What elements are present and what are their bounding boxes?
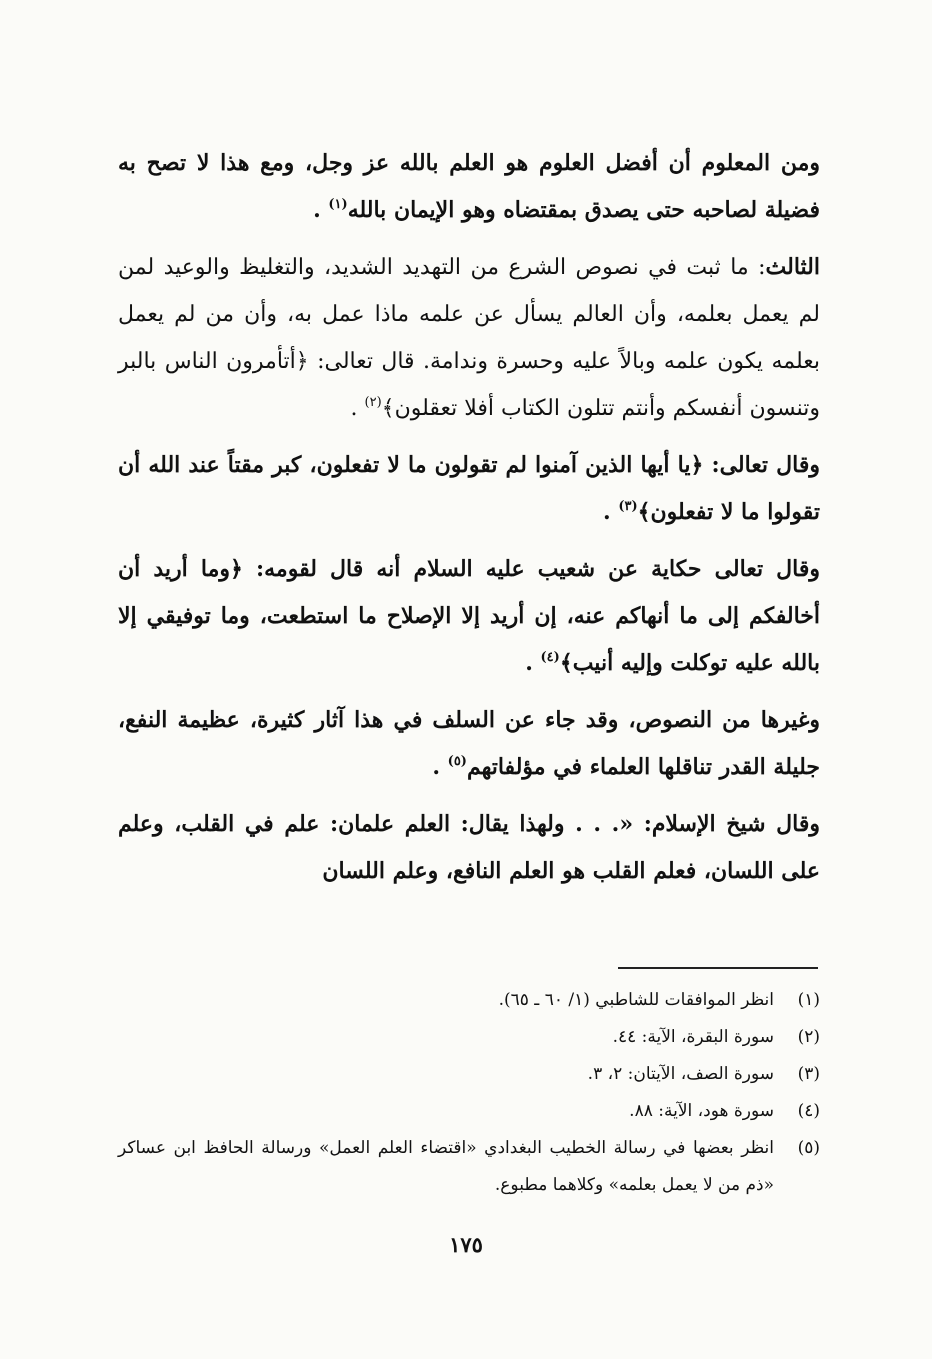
footnote-text: انظر بعضها في رسالة الخطيب البغدادي «اقتضاء العلم العمل» ورسالة الحافظ ابن عساكر «ذم من لا يعمل بعلمه» وكلاهما مطبوع.: [118, 1138, 774, 1195]
footnote-text: انظر الموافقات للشاطبي (١/ ٦٠ ـ ٦٥).: [498, 990, 774, 1010]
footnote-number: (١): [797, 990, 820, 1010]
footnote-ref[interactable]: (٣): [618, 499, 638, 514]
paragraph-end: .: [525, 650, 541, 676]
paragraph-lead: الثالث: [765, 254, 820, 280]
footnote-ref[interactable]: (١): [328, 197, 348, 212]
paragraph-end: .: [350, 396, 365, 421]
footnote-number: (٤): [797, 1101, 820, 1121]
paragraph: [118, 442, 820, 536]
footnote: [118, 1056, 820, 1093]
footnotes: [118, 982, 820, 1204]
paragraph-text: وغيرها من النصوص، وقد جاء عن السلف في هذا آثار كثيرة، عظيمة النفع، جليلة القدر تناقلها العلماء في مؤلفاتهم: [118, 707, 820, 780]
paragraph: [118, 244, 820, 432]
footnote-text: سورة هود، الآية: ٨٨.: [629, 1101, 774, 1121]
footnote-number: (٥): [797, 1138, 820, 1158]
page-number: ١٧٥: [449, 1232, 483, 1257]
main-text: [118, 140, 820, 905]
footnote: [118, 1093, 820, 1130]
footnote-number: (٢): [797, 1027, 820, 1047]
paragraph-text: ومن المعلوم أن أفضل العلوم هو العلم بالله عز وجل، ومع هذا لا تصح به فضيلة لصاحبه حتى يصدق بمقتضاه وهو الإيمان بالله: [118, 150, 820, 223]
paragraph-text: : ما ثبت في نصوص الشرع من التهديد الشديد، والتغليظ والوعيد لمن لم يعمل بعلمه، وأن العالم يسأل عن علمه ماذا عمل به، وأن من لم يعمل بعلمه يكون علمه وبالاً عليه وحسرة وندامة. قال تعالى: ﴿أتأمرون الناس بالبر وتنسون أنفسكم وأنتم تتلون الكتاب أفلا تعقلون﴾: [118, 255, 820, 421]
paragraph-end: .: [313, 197, 329, 223]
paragraph: [118, 546, 820, 687]
paragraph-end: .: [603, 499, 619, 525]
footnote: [118, 1130, 820, 1204]
paragraph: [118, 140, 820, 234]
paragraph: [118, 801, 820, 895]
footnote-ref[interactable]: (٤): [540, 650, 560, 665]
footnote-number: (٣): [797, 1064, 820, 1084]
footnote: [118, 1019, 820, 1056]
paragraph: [118, 697, 820, 791]
paragraph-text: وقال تعالى: ﴿يا أيها الذين آمنوا لم تقولون ما لا تفعلون، كبر مقتاً عند الله أن تقولوا ما لا تفعلون﴾: [118, 452, 820, 525]
footnote-text: سورة البقرة، الآية: ٤٤.: [612, 1027, 774, 1047]
footnote: [118, 982, 820, 1019]
paragraph-end: .: [432, 754, 448, 780]
footnote-ref[interactable]: (٥): [447, 754, 467, 769]
paragraph-text: وقال تعالى حكاية عن شعيب عليه السلام أنه قال لقومه: ﴿وما أريد أن أخالفكم إلى ما أنهاكم عنه، إن أريد إلا الإصلاح ما استطعت، وما توفيقي إلا بالله عليه توكلت وإليه أنيب﴾: [118, 556, 820, 676]
footnote-ref[interactable]: (٢): [364, 395, 382, 410]
paragraph-text: وقال شيخ الإسلام: «. . . ولهذا يقال: العلم علمان: علم في القلب، وعلم على اللسان، فعلم القلب هو العلم النافع، وعلم اللسان: [118, 811, 820, 884]
footnote-text: سورة الصف، الآيتان: ٢، ٣.: [587, 1064, 774, 1084]
